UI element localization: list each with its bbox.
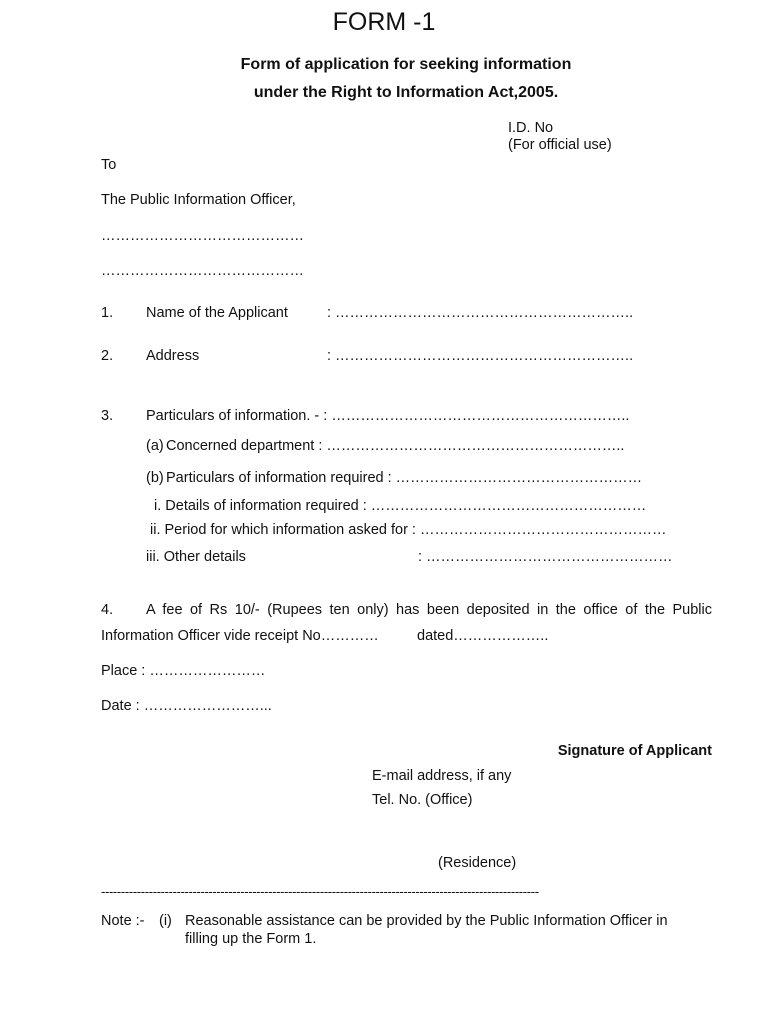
note-line-2: filling up the Form 1. xyxy=(185,931,317,947)
details-required-field[interactable]: i. Details of information required : ………………………………………………… xyxy=(154,498,647,514)
item-2-number: 2. xyxy=(101,348,114,364)
receipt-no-field[interactable]: Information Officer vide receipt No………… xyxy=(101,628,379,644)
item-1-number: 1. xyxy=(101,305,114,321)
particulars-required-field[interactable]: Particulars of information required : …………………………………………… xyxy=(166,470,643,486)
note-label: Note :- xyxy=(101,913,145,929)
form-subtitle-line1: Form of application for seeking information xyxy=(240,56,572,73)
item-3a-marker: (a) xyxy=(146,438,164,454)
item-3-number: 3. xyxy=(101,408,114,424)
date-field[interactable]: Date : ……………………... xyxy=(101,698,272,714)
officer-blank-line-1: …………………………………… xyxy=(101,228,304,244)
note-marker: (i) xyxy=(159,913,172,929)
address-field[interactable]: : …………………………………………………….. xyxy=(327,348,634,364)
place-field[interactable]: Place : …………………… xyxy=(101,663,266,679)
item-4-number: 4. xyxy=(101,602,114,618)
item-3b-marker: (b) xyxy=(146,470,164,486)
item-2-label: Address xyxy=(146,348,200,364)
email-field-label[interactable]: E-mail address, if any xyxy=(372,768,512,784)
receipt-date-field[interactable]: dated……………….. xyxy=(417,628,549,644)
officer-blank-line-2: …………………………………… xyxy=(101,263,304,279)
item-3-label[interactable]: Particulars of information. - : …………………………………………………….. xyxy=(146,408,630,424)
other-details-label: iii. Other details xyxy=(146,549,246,565)
tel-residence-field-label[interactable]: (Residence) xyxy=(438,855,517,871)
to-label: To xyxy=(101,157,117,173)
id-no-label: I.D. No xyxy=(508,120,554,136)
applicant-name-field[interactable]: : …………………………………………………….. xyxy=(327,305,634,321)
period-field[interactable]: ii. Period for which information asked for : …………………………………………… xyxy=(150,522,667,538)
form-subtitle-line2: under the Right to Information Act,2005. xyxy=(253,84,559,101)
concerned-department-field[interactable]: Concerned department : …………………………………………………….. xyxy=(166,438,625,454)
official-use-label: (For official use) xyxy=(508,137,612,153)
fee-statement: A fee of Rs 10/- (Rupees ten only) has been deposited in the office of the Public xyxy=(146,602,712,618)
form-title: FORM -1 xyxy=(332,8,436,36)
other-details-field[interactable]: : …………………………………………… xyxy=(418,549,673,565)
officer-title: The Public Information Officer, xyxy=(101,192,296,208)
signature-label: Signature of Applicant xyxy=(557,743,712,759)
note-line-1: Reasonable assistance can be provided by the Public Information Officer in xyxy=(185,913,668,929)
footer-separator: -------------------------------------------------------------------------------------------------------------- xyxy=(101,884,539,899)
item-1-label: Name of the Applicant xyxy=(146,305,288,321)
tel-office-field-label[interactable]: Tel. No. (Office) xyxy=(372,792,473,808)
